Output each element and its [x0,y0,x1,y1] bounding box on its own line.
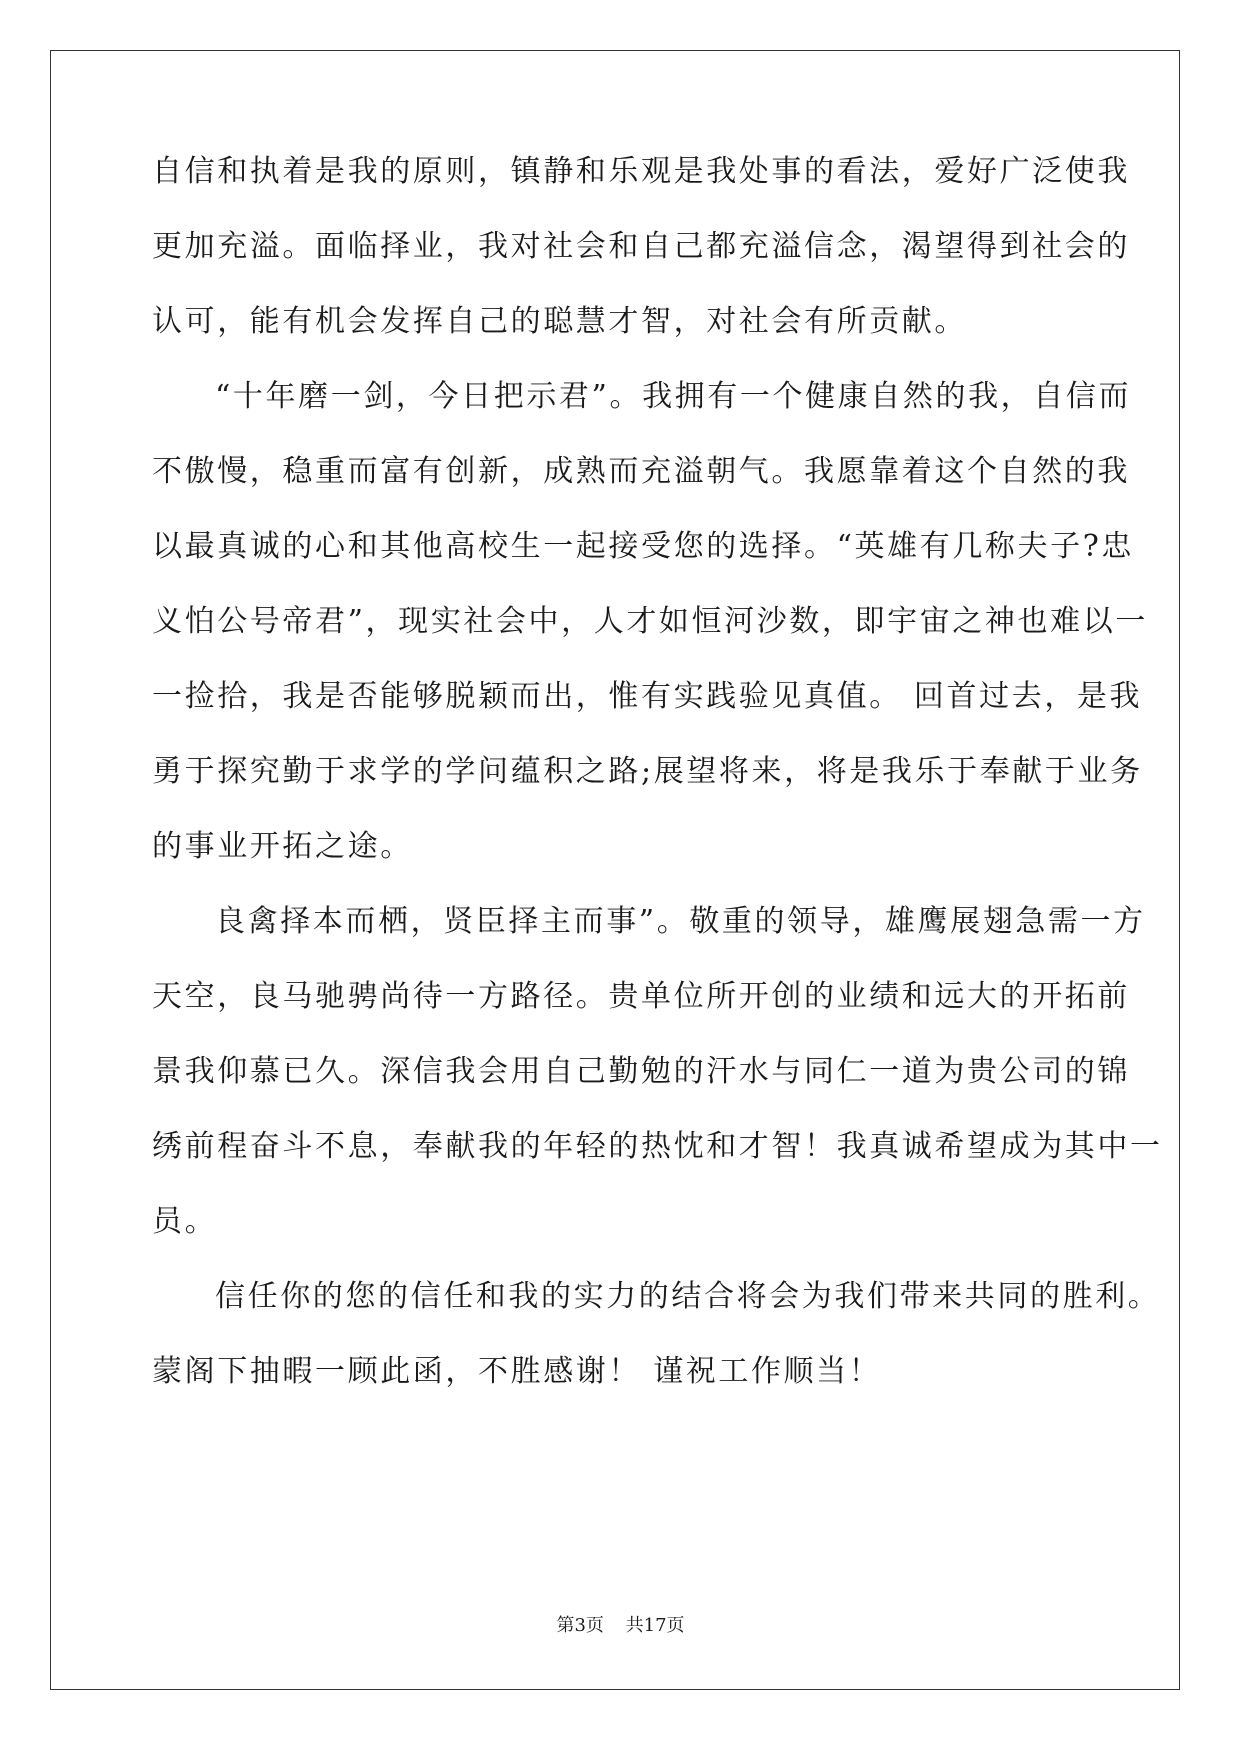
page-border [50,50,1180,1690]
body-text-line: 绣前程奋斗不息，奉献我的年轻的热忱和才智！我真诚希望成为其中一 [152,1129,1163,1164]
body-text-line: 勇于探究勤于求学的学问蕴积之路;展望将来，将是我乐于奉献于业务 [152,754,1143,789]
body-text-line: 自信和执着是我的原则，镇静和乐观是我处事的看法，爱好广泛使我 [152,154,1130,189]
body-text-line: 一捡拾，我是否能够脱颖而出，惟有实践验见真值。 回首过去，是我 [152,679,1143,714]
body-text-line: 信任你的您的信任和我的实力的结合将会为我们带来共同的胜利。 [215,1279,1161,1314]
body-text-line: 天空，良马驰骋尚待一方路径。贵单位所开创的业绩和远大的开拓前 [152,979,1130,1014]
body-text-line: 蒙阁下抽暇一顾此函，不胜感谢！ 谨祝工作顺当！ [152,1354,882,1389]
body-text-line: 以最真诚的心和其他高校生一起接受您的选择。“英雄有几称夫子?忠 [152,529,1135,564]
body-text-line: 不傲慢，稳重而富有创新，成熟而充溢朝气。我愿靠着这个自然的我 [152,454,1130,489]
page-number: 第3页 [556,1615,604,1636]
page-total: 共17页 [625,1615,685,1636]
body-text-line: 良禽择本而栖，贤臣择主而事”。敬重的领导，雄鹰展翅急需一方 [215,904,1146,939]
body-text-line: 员。 [152,1204,218,1239]
body-text-line: 景我仰慕已久。深信我会用自己勤勉的汗水与同仁一道为贵公司的锦 [152,1054,1130,1089]
body-text-line: 义怕公号帝君”，现实社会中，人才如恒河沙数，即宇宙之神也难以一 [152,604,1148,639]
body-text-line: 的事业开拓之途。 [152,829,413,864]
body-text-line: “十年磨一剑，今日把示君”。我拥有一个健康自然的我，自信而 [215,379,1132,414]
page-footer [0,1614,1241,1638]
body-text-line: 更加充溢。面临择业，我对社会和自己都充溢信念，渴望得到社会的 [152,229,1130,264]
body-text-line: 认可，能有机会发挥自己的聪慧才智，对社会有所贡献。 [152,304,967,339]
